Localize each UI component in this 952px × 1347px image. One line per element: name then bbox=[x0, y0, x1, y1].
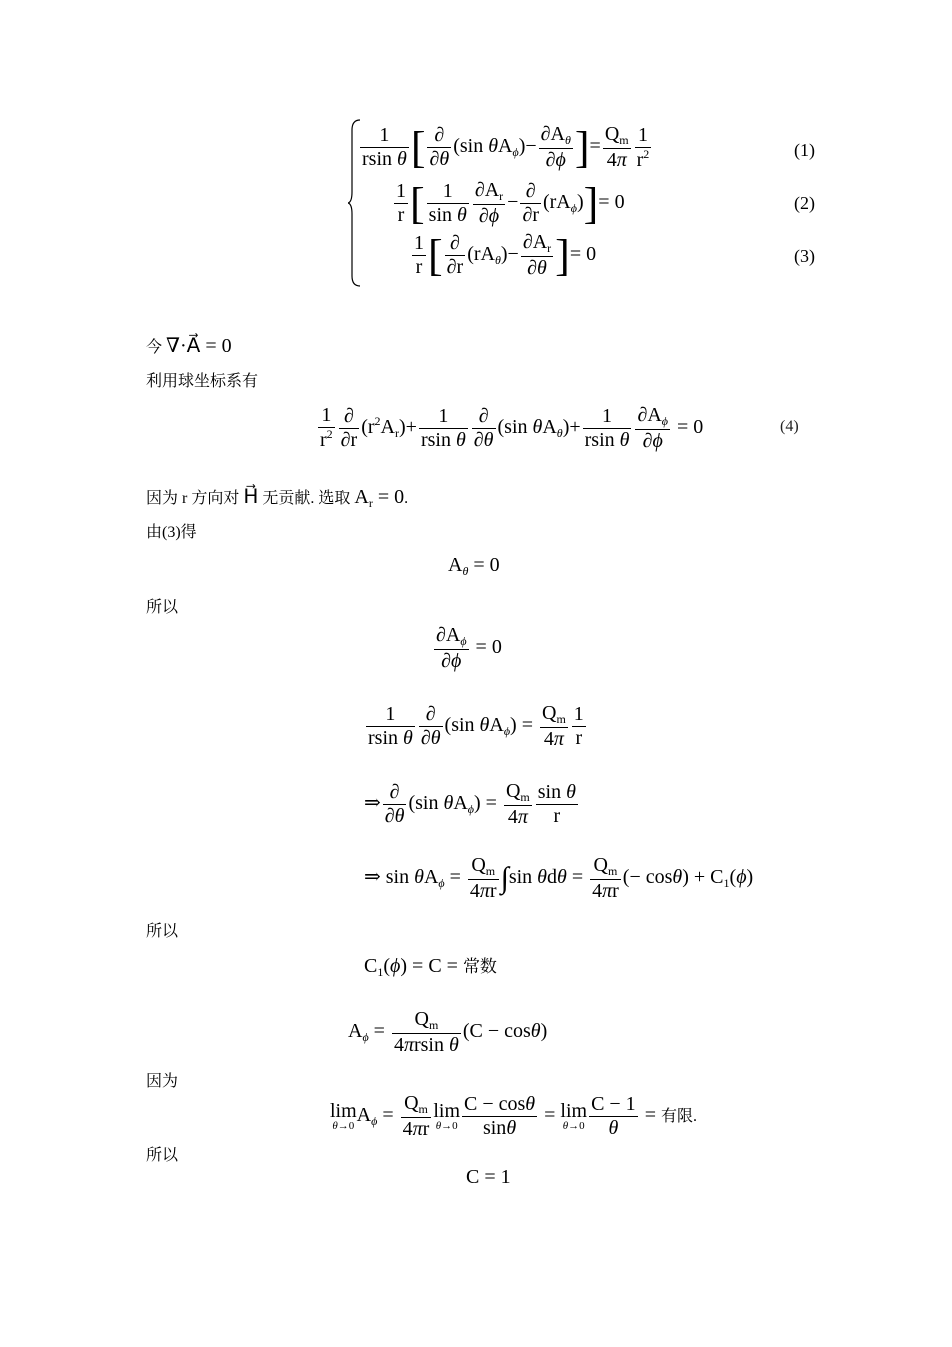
equation: $C_1(\phi) = C$ = 常数 bbox=[364, 955, 497, 979]
equation-number: (1) bbox=[794, 140, 815, 160]
paragraph: 因为 r 方向对 H⃗ 无贡献. 选取 $A_r = 0$. bbox=[146, 486, 409, 510]
equation-4: $\frac{1}{r^2}$ $\frac{\partial}{\partial r}$ $(r^2A_r)+$ $\frac{1}{\text{rsin θ}}$ $\frac{\partial}{\partial\theta}$ (sin $\theta A_\theta)+$ $\frac{1}{\text{rsin θ}}$ $\frac{\partial A_\phi}{\partial\phi}$ = 0 bbox=[320, 404, 704, 452]
equation: $\frac{\partial A_\phi}{\partial\phi}$ = 0 bbox=[436, 624, 502, 672]
equation-2: $\frac{1}{r}$ [ $\frac{1}{\text{sin θ}}$ $\frac{\partial A_r}{\partial\phi}$ − $\frac{\partial}{\partial r}$ $(rA_\phi)]= 0$ bbox=[396, 179, 625, 228]
equation-number: (4) bbox=[780, 418, 799, 435]
paragraph: 由(3)得 bbox=[146, 524, 197, 541]
gauge-condition: 今 ∇·A⃗ = 0 bbox=[146, 335, 232, 357]
equation: $A_\theta = 0$ bbox=[448, 554, 500, 578]
paragraph: 所以 bbox=[146, 923, 179, 940]
paragraph: 所以 bbox=[146, 1147, 179, 1164]
equation: ⇒ $\sin \theta A_\phi$ = $\frac{Q_m}{4\pi r}$ ∫sin θdθ = $\frac{Q_m}{4\pi r}$ (− $\cos\theta) + C_1(\phi)$ bbox=[364, 854, 754, 902]
equation-1: $\frac{1}{\text{rsin θ}}$ [ $\frac{\partial}{\partial\theta}$ (sin $\theta A_\phi)-$ $\frac{\partial A_\theta}{\partial\phi}$ ]= $\frac{Q_m}{4\pi}$ $\frac{1}{r^2}$ bbox=[362, 123, 650, 172]
equation: $\frac{1}{\text{rsin θ}}$ $\frac{\partial}{\partial\theta}$ (sin $\theta A_\phi$) = $\frac{Q_m}{4\pi}$ $\frac{1}{r}$ bbox=[368, 702, 584, 750]
paragraph: 所以 bbox=[146, 599, 179, 616]
equation: $A_\phi$ = $\frac{Q_m}{\text{4πrsin θ}}$ (C − cosθ) bbox=[348, 1008, 548, 1056]
equation: lim θ→0 $A_\phi$ = $\frac{Q_m}{4\pi r}$ lim θ→0 $\frac{C - \cos\theta}{\sin\theta}$ = lim θ→0 $\frac{C - 1}{\theta}$ = 有限. bbox=[330, 1092, 697, 1140]
paragraph: 利用球坐标系有 bbox=[146, 373, 259, 390]
equation: C = 1 bbox=[466, 1166, 511, 1188]
equation-number: (3) bbox=[794, 246, 815, 266]
paragraph: 因为 bbox=[146, 1073, 179, 1090]
equation: ⇒ $\frac{\partial}{\partial\theta}$ (sin $\theta A_\phi$) = $\frac{Q_m}{4\pi}$ $\frac{\text{sin θ}}{r}$ bbox=[364, 780, 576, 828]
equation-system bbox=[348, 118, 828, 288]
equation-3: $\frac{1}{r}$ [ $\frac{\partial}{\partial r}$ $(rA_\theta)-$ $\frac{\partial A_r}{\partial\theta}$ ]= 0 bbox=[414, 231, 597, 280]
equation-number: (2) bbox=[794, 193, 815, 213]
